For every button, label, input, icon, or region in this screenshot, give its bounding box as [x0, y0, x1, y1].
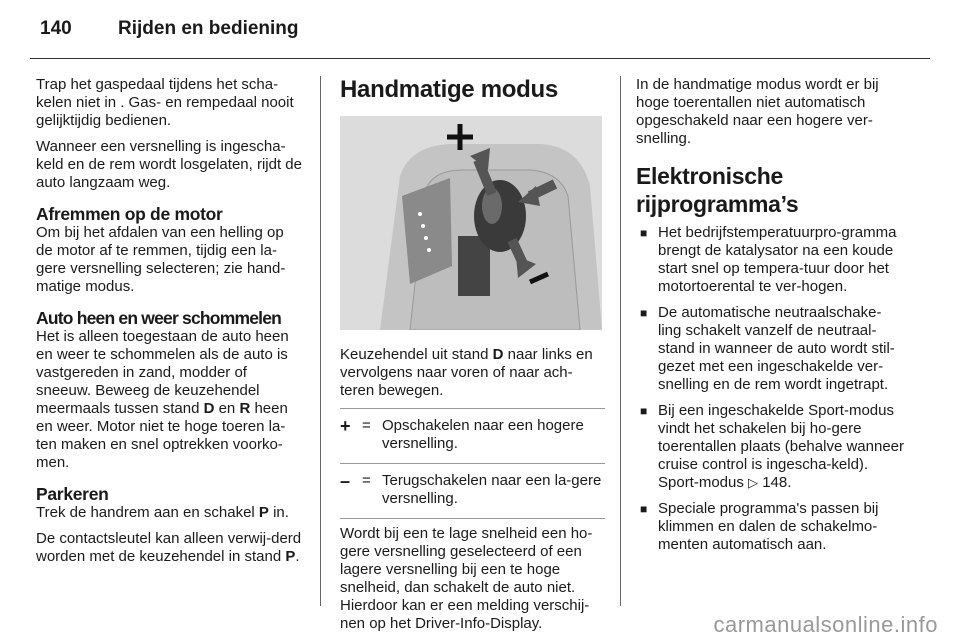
paragraph: Het is alleen toegestaan de auto heen en weer te schommelen als de auto is vastgereden in zand, modder of sneeuw. Beweeg de keuzehendel meermaals tussen stand D en R heen en weer. Motor niet te hoge toeren la-ten maken en snel optrekken voorko-men.	[36, 328, 289, 471]
paragraph: Wanneer een versnelling is ingescha-keld en de rem wordt losgelaten, rijdt de auto langzaam weg.	[36, 138, 302, 191]
column-2	[340, 76, 605, 641]
page-header	[40, 18, 299, 40]
divider	[340, 463, 605, 464]
heading-elektronische-rijprogrammas: Elektronische rijprogramma’s	[636, 163, 799, 217]
plus-definition: + = Opschakelen naar een hogere versnelling.	[340, 416, 584, 452]
paragraph: Trek de handrem aan en schakel P in.	[36, 504, 289, 521]
list-item: ■ Speciale programma's passen bij klimmen en dalen de schakelmo-menten automatisch aan.	[636, 500, 904, 554]
heading-schommelen: Auto heen en weer schommelen	[36, 308, 282, 328]
column-1	[36, 76, 304, 574]
divider	[340, 408, 605, 409]
paragraph: Om bij het afdalen van een helling op de motor af te remmen, tijdig een la-gere versnelling selecteren; zie hand-matige modus.	[36, 224, 286, 295]
paragraph: De contactsleutel kan alleen verwij-derd worden met de keuzehendel in stand P.	[36, 530, 302, 565]
figure-caption: Keuzehendel uit stand D naar links en vervolgens naar voren of naar ach-teren bewegen.	[340, 346, 593, 399]
gear-lever-illustration	[340, 116, 602, 330]
list-item: ■ Bij een ingeschakelde Sport-modus vindt het schakelen bij ho-gere toerentallen plaats (behalve wanneer cruise control is ingescha-keld). Sport-modus ▷ 148.	[636, 402, 904, 492]
column-3	[636, 76, 904, 562]
column-divider	[620, 76, 621, 606]
page-reference-icon[interactable]: ▷	[748, 475, 759, 490]
page-title: Rijden en bediening	[118, 18, 299, 39]
plus-icon: +	[340, 416, 351, 436]
page-number: 140	[40, 18, 72, 39]
list-item: ■ De automatische neutraalschake-ling schakelt vanzelf de neutraal-stand in wanneer de auto wordt stil-gezet met een ingeschakelde ver-snelling en de rem wordt ingetrapt.	[636, 304, 904, 394]
heading-handmatige-modus: Handmatige modus	[340, 76, 558, 103]
heading-afremmen: Afremmen op de motor	[36, 204, 223, 224]
minus-definition: – = Terugschakelen naar een la-gere versnelling.	[340, 471, 602, 507]
paragraph: Wordt bij een te lage snelheid een ho-gere versnelling geselecteerd of een lagere versnelling bij een te hoge snelheid, dan schakelt de auto niet. Hierdoor kan er een melding verschij-nen op het Driver-Info-Display.	[340, 525, 593, 632]
watermark: carmanualsonline.info	[713, 612, 938, 637]
page-reference[interactable]: 148	[762, 474, 788, 491]
column-divider	[320, 76, 321, 606]
header-rule	[30, 58, 930, 59]
bullet-list	[636, 224, 904, 554]
gear-selector-diagram	[340, 116, 602, 330]
paragraph: In de handmatige modus wordt er bij hoge toerentallen niet automatisch opgeschakeld naar een hogere ver-snelling.	[636, 76, 879, 147]
heading-parkeren: Parkeren	[36, 484, 109, 504]
list-item: ■ Het bedrijfstemperatuurpro-gramma brengt de katalysator na een koude start snel op tempera-tuur door het motortoerental te ver-hogen.	[636, 224, 904, 296]
divider	[340, 518, 605, 519]
minus-icon: –	[340, 471, 351, 491]
paragraph: Trap het gaspedaal tijdens het scha-kelen niet in . Gas- en rempedaal nooit gelijktijdig bedienen.	[36, 76, 294, 129]
